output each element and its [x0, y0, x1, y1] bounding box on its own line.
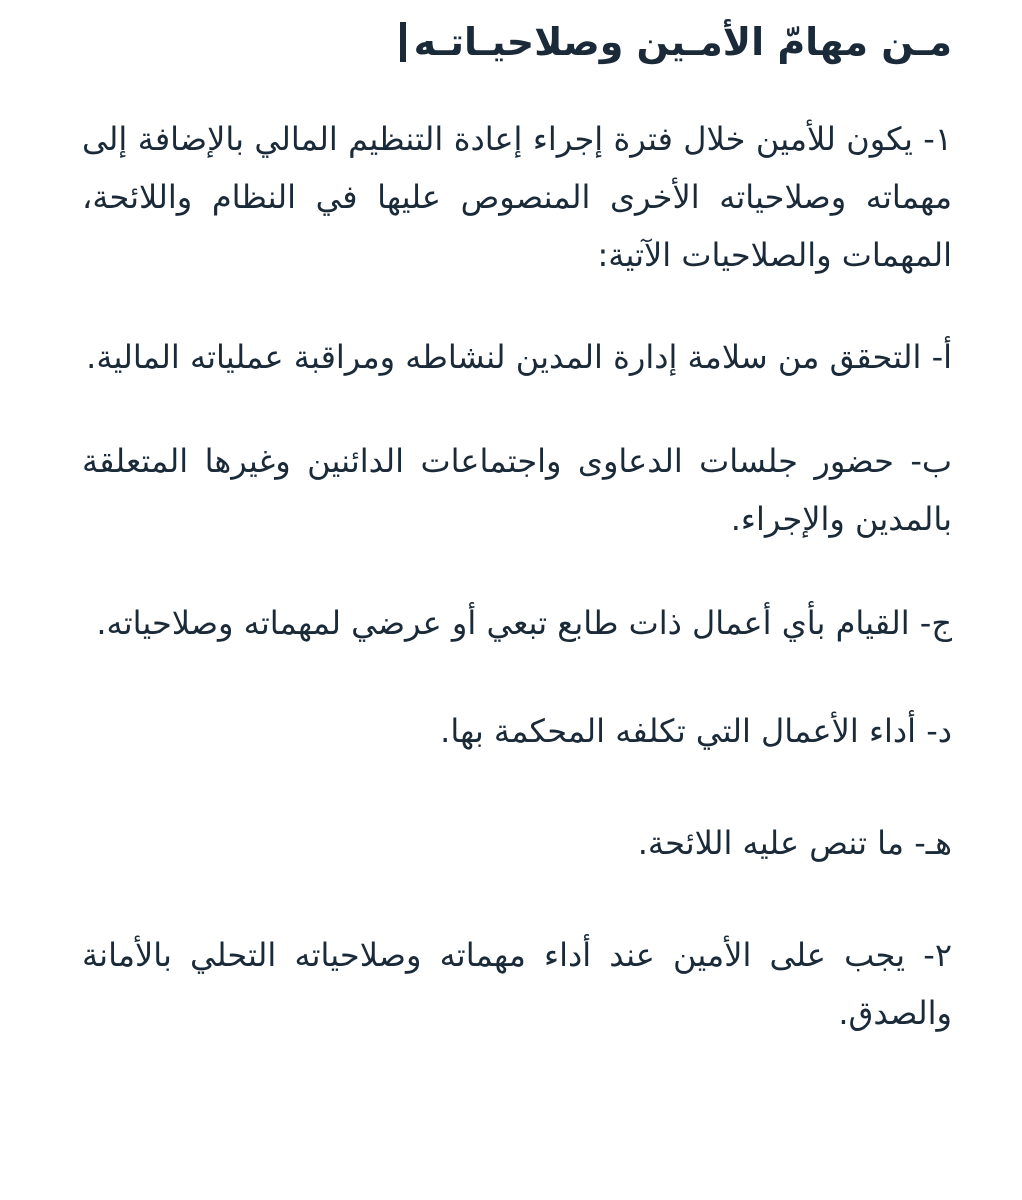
page-title: [82, 18, 952, 66]
clause-1-a: أ- التحقق من سلامة إدارة المدين لنشاطه ومراقبة عملياته المالية.: [86, 338, 952, 376]
clause-1: ١- يكون للأمين خلال فترة إجراء إعادة التنظيم المالي بالإضافة إلى مهماته وصلاحياته الأخرى المنصوص عليها في النظام واللائحة، المهمات والصلاحيات الآتية:: [82, 120, 952, 274]
clause-2: ٢- يجب على الأمين عند أداء مهماته وصلاحياته التحلي بالأمانة والصدق.: [82, 936, 952, 1032]
clause-1-d: د- أداء الأعمال التي تكلفه المحكمة بها.: [440, 712, 952, 750]
clause-1-c: ج- القيام بأي أعمال ذات طابع تبعي أو عرضي لمهماته وصلاحياته.: [96, 604, 952, 642]
clause-1-e: هـ- ما تنص عليه اللائحة.: [637, 824, 952, 862]
title-text: مـن مهامّ الأمـين وصلاحيـاتـه: [413, 20, 952, 64]
title-bar-decoration: [400, 22, 406, 62]
clause-1-b: ب- حضور جلسات الدعاوى واجتماعات الدائنين وغيرها المتعلقة بالمدين والإجراء.: [82, 442, 952, 538]
